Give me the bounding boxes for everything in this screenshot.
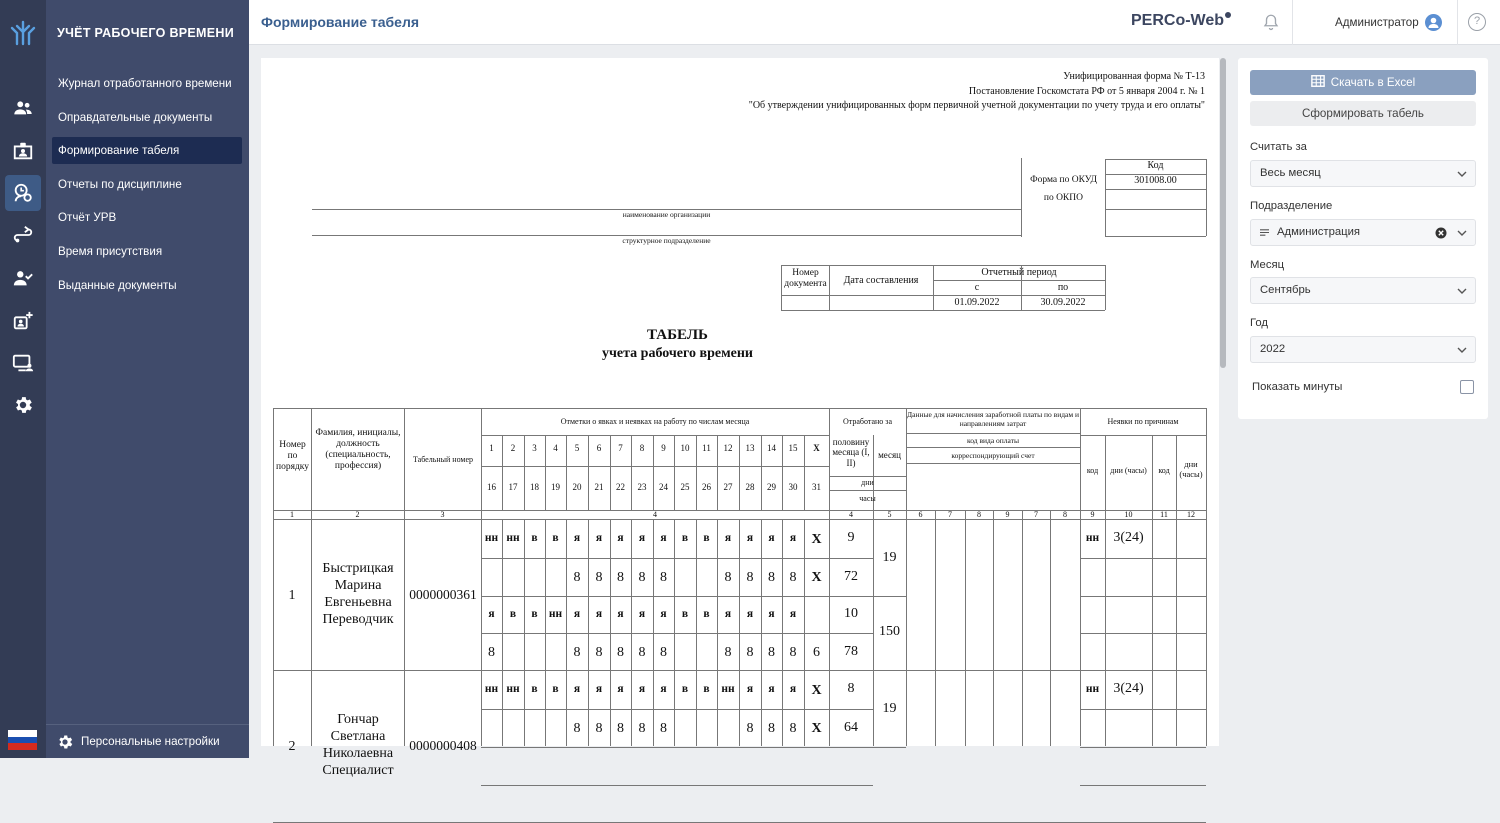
sidebar-item-discipline-reports[interactable]: Отчеты по дисциплине	[58, 178, 182, 191]
column-number: 7	[948, 510, 952, 519]
half1-days: 8	[847, 681, 855, 696]
col-month-header: месяц	[878, 450, 901, 460]
day-mark: в	[531, 608, 538, 620]
okud-label: Форма по ОКУД	[1030, 175, 1097, 185]
day-number: 31	[812, 482, 821, 492]
form-decree-title: "Об утверждении унифицированных форм первичной учетной документации по учету труда и его оплаты"	[748, 100, 1205, 111]
employee-number: 1	[288, 588, 296, 603]
personal-settings-button[interactable]	[46, 724, 249, 758]
day-number: 29	[767, 482, 776, 492]
month-hours: 150	[879, 624, 900, 639]
column-number: 2	[355, 510, 360, 519]
day-number: 5	[574, 443, 580, 453]
employee-number: 2	[288, 739, 296, 754]
month-label: Месяц	[1250, 259, 1285, 271]
icon-rail	[0, 0, 46, 758]
col-hours-header: часы	[859, 494, 876, 503]
users-icon[interactable]	[5, 90, 41, 126]
half1-hours: 72	[844, 569, 858, 584]
col-half-header: половину месяца (I, II)	[832, 437, 870, 468]
day-mark: в	[681, 683, 689, 695]
clear-icon[interactable]	[1435, 227, 1447, 239]
bell-icon[interactable]	[1262, 13, 1280, 31]
half1-hours: 64	[844, 720, 858, 735]
employee-tab-number: 0000000361	[409, 587, 477, 602]
day-mark: я	[660, 608, 667, 620]
day-mark: нн	[484, 532, 499, 544]
department-label: Подразделение	[1250, 200, 1333, 212]
day-mark: в	[681, 608, 689, 620]
id-card-icon[interactable]	[5, 133, 41, 169]
day-mark: нн	[721, 683, 735, 695]
day-mark: я	[638, 532, 646, 544]
gear-icon	[56, 733, 74, 751]
column-number: 4	[849, 510, 853, 519]
day-mark: 8	[789, 570, 797, 585]
day-mark: я	[573, 683, 581, 695]
kod-header: Код	[1147, 160, 1164, 171]
day-mark: я	[746, 532, 754, 544]
column-number: 8	[1063, 510, 1067, 519]
filter-panel	[1238, 58, 1488, 419]
day-number: 25	[680, 482, 690, 492]
employee-name: Гончар Светлана Николаевна Специалист	[322, 712, 394, 779]
logo-icon[interactable]	[5, 14, 41, 50]
show-minutes-label: Показать минуты	[1252, 381, 1343, 393]
help-icon[interactable]: ?	[1468, 13, 1486, 31]
day-mark: 8	[595, 570, 603, 585]
year-select[interactable]	[1250, 336, 1476, 363]
day-number: 8	[639, 443, 645, 453]
day-mark: 8	[746, 721, 754, 736]
day-mark: я	[488, 608, 495, 620]
day-number: 1	[489, 443, 494, 453]
col-days-header: дни	[861, 478, 874, 487]
table-icon	[1311, 74, 1325, 88]
day-mark: X	[811, 721, 822, 736]
day-number: 15	[788, 443, 798, 453]
col-account-header: корреспондирующий счет	[951, 451, 1035, 460]
day-number: 20	[572, 482, 582, 492]
period-label-doc: Отчетный период	[981, 267, 1057, 278]
sidebar	[46, 0, 249, 758]
period-label: Считать за	[1250, 141, 1307, 153]
col-absence-header: Неявки по причинам	[1107, 417, 1179, 426]
chevron-down-icon	[1457, 345, 1467, 355]
day-number: 10	[680, 443, 690, 453]
column-number: 7	[1034, 510, 1038, 519]
day-mark: 8	[638, 570, 646, 585]
day-number: 14	[767, 443, 776, 453]
department-select[interactable]	[1250, 219, 1476, 246]
okud-value: 301008.00	[1134, 175, 1177, 186]
day-number: X	[813, 443, 820, 453]
doc-number-label: Номер документа	[784, 268, 827, 289]
day-mark: я	[595, 532, 603, 544]
column-number: 9	[1090, 510, 1095, 519]
day-mark: X	[811, 570, 822, 585]
day-mark: 8	[768, 645, 775, 660]
month-value: Сентябрь	[1260, 284, 1311, 296]
day-mark: в	[703, 683, 710, 695]
day-mark: нн	[506, 683, 520, 695]
col-number-header: Номер по порядку	[275, 440, 310, 472]
col-code2-header: код	[1158, 466, 1170, 475]
day-mark: 8	[746, 570, 754, 585]
col-code-header: код	[1086, 466, 1099, 475]
day-mark: в	[531, 532, 538, 544]
okpo-label: по ОКПО	[1043, 193, 1083, 203]
column-number: 6	[918, 510, 923, 519]
day-mark: я	[724, 608, 732, 620]
day-mark: 8	[660, 645, 667, 660]
day-number: 30	[788, 482, 798, 492]
brand-name: PERCo-Web	[1131, 12, 1225, 29]
day-mark: 8	[617, 570, 624, 585]
day-mark: я	[617, 608, 624, 620]
period-select[interactable]	[1250, 160, 1476, 187]
day-mark: 8	[724, 570, 732, 585]
period-from: 01.09.2022	[954, 297, 1000, 308]
day-mark: нн	[548, 608, 563, 620]
day-number: 24	[659, 482, 668, 492]
routes-icon[interactable]	[5, 217, 41, 253]
day-mark: я	[573, 608, 581, 620]
day-mark: я	[746, 608, 754, 620]
half1-days: 9	[847, 530, 855, 545]
day-number: 28	[745, 482, 755, 492]
dept-caption: структурное подразделение	[622, 236, 711, 245]
column-number: 4	[653, 510, 657, 519]
day-mark: X	[811, 532, 822, 547]
time-tracking-icon[interactable]	[5, 175, 41, 211]
page-title: Формирование табеля	[261, 14, 420, 30]
col-name-header: Фамилия, инициалы, должность (специальность, профессия)	[315, 428, 401, 471]
col-dayshours2-header: дни (часы)	[1179, 459, 1203, 479]
day-mark: 8	[724, 645, 732, 660]
document-scrollbar[interactable]	[1219, 58, 1227, 746]
day-mark: я	[724, 532, 732, 544]
day-mark: я	[789, 532, 797, 544]
day-mark: 8	[617, 645, 624, 660]
absence-days: 3(24)	[1113, 681, 1144, 696]
day-number: 7	[618, 443, 623, 453]
day-mark: 8	[573, 645, 581, 660]
sidebar-item-presence-time[interactable]: Время присутствия	[58, 245, 163, 258]
day-mark: 8	[573, 721, 581, 736]
day-number: 3	[532, 443, 537, 453]
form-decree: Постановление Госкомстата РФ от 5 января 2004 г. № 1	[968, 86, 1205, 97]
generate-timesheet-button[interactable]: Сформировать табель	[1250, 101, 1476, 126]
sidebar-item-timesheet[interactable]: Формирование табеля	[52, 137, 242, 164]
day-number: 27	[723, 482, 733, 492]
day-number: 4	[553, 443, 558, 453]
day-mark: 8	[660, 721, 667, 736]
user-add-icon[interactable]	[5, 303, 41, 339]
column-number: 9	[1005, 510, 1010, 519]
day-number: 9	[661, 443, 666, 453]
day-mark: в	[509, 608, 517, 620]
doc-date-label: Дата составления	[843, 275, 919, 286]
column-number: 10	[1124, 510, 1133, 519]
column-number: 5	[887, 510, 892, 519]
col-dayshours-header: дни (часы)	[1110, 466, 1147, 475]
day-mark: 8	[768, 721, 775, 736]
half2-days: 10	[844, 606, 858, 621]
chevron-down-icon	[1457, 286, 1467, 296]
day-mark: в	[552, 683, 559, 695]
col-marks-header: Отметки о явках и неявках на работу по числам месяца	[560, 417, 750, 426]
day-mark: 8	[789, 721, 797, 736]
half2-hours: 78	[844, 644, 858, 659]
employee-name: Быстрицкая Марина Евгеньевна Переводчик	[322, 561, 394, 628]
timesheet-document	[261, 58, 1219, 779]
day-number: 11	[702, 443, 711, 453]
list-icon	[1260, 228, 1269, 237]
col-tab-header: Табельный номер	[412, 455, 474, 464]
col-salary-header: Данные для начисления заработной платы по видам и направлениям затрат	[907, 410, 1080, 428]
day-mark: 8	[768, 570, 775, 585]
day-mark: 8	[638, 645, 646, 660]
month-select[interactable]	[1250, 277, 1476, 304]
day-mark: 6	[813, 645, 820, 660]
day-number: 26	[702, 482, 711, 492]
column-number: 3	[440, 510, 445, 519]
day-mark: я	[768, 608, 775, 620]
day-mark: я	[660, 532, 667, 544]
sidebar-title: УЧЁТ РАБОЧЕГО ВРЕМЕНИ	[57, 26, 235, 40]
day-mark: я	[660, 683, 667, 695]
day-number: 16	[487, 482, 496, 492]
day-mark: нн	[506, 532, 520, 544]
day-mark: в	[552, 532, 559, 544]
day-number: 12	[723, 443, 733, 453]
day-mark: в	[681, 532, 689, 544]
day-mark: 8	[660, 570, 667, 585]
document-title: ТАБЕЛЬ	[647, 327, 708, 343]
chevron-down-icon	[1457, 228, 1467, 238]
user-check-icon[interactable]	[5, 260, 41, 296]
day-mark: нн	[484, 683, 499, 695]
day-mark: 8	[573, 570, 581, 585]
settings-icon[interactable]	[5, 387, 41, 423]
day-mark: я	[595, 683, 603, 695]
day-number: 6	[596, 443, 602, 453]
form-number: Унифицированная форма № Т-13	[1063, 71, 1205, 82]
day-number: 18	[530, 482, 539, 492]
day-number: 23	[637, 482, 647, 492]
day-mark: 8	[617, 721, 624, 736]
day-mark: в	[703, 608, 710, 620]
absence-code: нн	[1085, 683, 1100, 695]
day-mark: 8	[595, 645, 603, 660]
org-caption: наименование организации	[622, 210, 711, 219]
day-number: 2	[510, 443, 516, 453]
language-flag-icon[interactable]	[8, 730, 37, 750]
day-mark: в	[531, 683, 538, 695]
day-number: 17	[508, 482, 518, 492]
year-value: 2022	[1260, 343, 1286, 355]
day-mark: я	[573, 532, 581, 544]
absence-days: 3(24)	[1113, 530, 1144, 545]
day-mark: 8	[638, 721, 646, 736]
brand-logo	[1131, 12, 1231, 30]
department-value: Администрация	[1277, 226, 1361, 238]
day-mark: я	[638, 608, 646, 620]
col-paycode-header: код вида оплаты	[966, 436, 1020, 445]
sidebar-item-work-log[interactable]: Журнал отработанного времени	[58, 77, 232, 90]
day-number: 19	[551, 482, 560, 492]
day-mark: я	[595, 608, 603, 620]
day-mark: я	[789, 608, 797, 620]
column-number: 8	[977, 510, 981, 519]
show-minutes-checkbox[interactable]	[1460, 380, 1474, 394]
period-from-label: с	[974, 282, 980, 293]
period-to: 30.09.2022	[1040, 297, 1086, 308]
sidebar-item-issued-docs[interactable]: Выданные документы	[58, 279, 177, 292]
day-mark: 8	[488, 645, 495, 660]
day-number: 21	[594, 482, 604, 492]
personal-settings-label: Персональные настройки	[81, 735, 220, 748]
day-mark: 8	[789, 645, 797, 660]
top-header	[249, 0, 1500, 45]
day-mark: я	[746, 683, 754, 695]
download-excel-button[interactable]	[1250, 70, 1476, 95]
month-days: 19	[882, 701, 897, 716]
day-mark: я	[638, 683, 646, 695]
monitor-users-icon[interactable]	[5, 345, 41, 381]
day-mark: X	[811, 683, 822, 698]
sidebar-item-urv-report[interactable]: Отчёт УРВ	[58, 211, 117, 224]
day-mark: я	[768, 532, 775, 544]
year-label: Год	[1250, 317, 1268, 329]
day-mark: 8	[746, 645, 754, 660]
chevron-down-icon	[1457, 169, 1467, 179]
day-number: 22	[616, 482, 625, 492]
employee-tab-number: 0000000408	[409, 738, 477, 753]
day-mark: я	[617, 683, 624, 695]
col-worked-header: Отработано за	[842, 417, 893, 426]
absence-code: нн	[1085, 532, 1100, 544]
column-number: 12	[1187, 510, 1195, 519]
user-name[interactable]: Администратор	[1335, 16, 1419, 29]
download-excel-label: Скачать в Excel	[1330, 76, 1416, 89]
day-mark: я	[768, 683, 775, 695]
avatar-icon[interactable]	[1425, 14, 1442, 31]
day-mark: 8	[595, 721, 603, 736]
month-days: 19	[882, 550, 897, 565]
day-mark: в	[703, 532, 710, 544]
column-number: 11	[1160, 510, 1168, 519]
sidebar-item-justification-docs[interactable]: Оправдательные документы	[58, 111, 213, 124]
day-number: 13	[745, 443, 755, 453]
period-to-label: по	[1057, 282, 1069, 293]
day-mark: я	[617, 532, 624, 544]
day-mark: я	[789, 683, 797, 695]
period-value: Весь месяц	[1260, 167, 1321, 179]
document-subtitle: учета рабочего времени	[602, 346, 753, 361]
column-number: 1	[290, 510, 294, 519]
